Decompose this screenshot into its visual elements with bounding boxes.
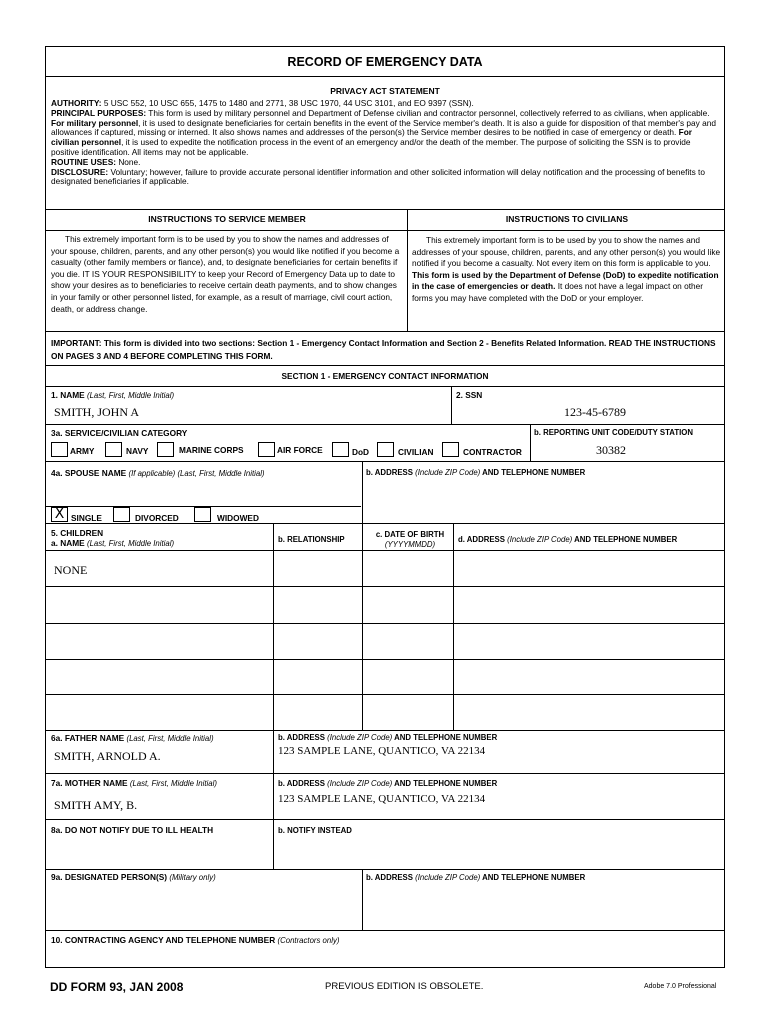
divider (46, 869, 724, 870)
marine-corps-checkbox[interactable] (157, 442, 174, 457)
children-dob-label-text: c. DATE OF BIRTH (375, 530, 445, 539)
name-label (51, 390, 174, 400)
children-label (51, 528, 174, 549)
member-instructions-heading: INSTRUCTIONS TO SERVICE MEMBER (148, 214, 306, 224)
father-label (51, 733, 214, 743)
contractor-label: CONTRACTOR (463, 447, 522, 457)
navy-checkbox[interactable] (105, 442, 122, 457)
spouse-address-label (366, 468, 585, 477)
mother-address-label-text: b. ADDRESS (278, 779, 325, 788)
mother-address-field[interactable]: 123 SAMPLE LANE, QUANTICO, VA 22134 (278, 793, 486, 805)
privacy-act-heading: PRIVACY ACT STATEMENT (330, 86, 440, 96)
army-checkbox[interactable] (51, 442, 68, 457)
reporting-unit-label: b. REPORTING UNIT CODE/DUTY STATION (534, 428, 693, 437)
ssn-field[interactable]: 123-45-6789 (564, 405, 626, 419)
name-field[interactable]: SMITH, JOHN A (54, 405, 140, 419)
children-dob-hint: (YYYYMMDD) (384, 539, 436, 549)
name-label-text: 1. NAME (51, 390, 85, 400)
civilian-instructions-text (412, 235, 721, 305)
divider (46, 386, 724, 387)
father-address-tail: AND TELEPHONE NUMBER (394, 733, 498, 742)
purposes-civilian-label: For civilian personnel (51, 127, 693, 148)
contracting-hint: (Contractors only) (277, 936, 340, 945)
single-checkbox[interactable]: X (51, 507, 68, 522)
father-hint: (Last, First, Middle Initial) (126, 734, 214, 743)
spouse-address-hint: (Include ZIP Code) (415, 468, 481, 477)
ssn-label: 2. SSN (456, 390, 483, 400)
authority-text: 5 USC 552, 10 USC 655, 1475 to 1480 and 2771, 38 USC 1970, 44 USC 3101, and EO 9397 (SSN). (103, 98, 474, 108)
divider (46, 209, 724, 210)
marine-corps-label: MARINE CORPS (179, 445, 244, 455)
divider (46, 230, 724, 231)
mother-name-field[interactable]: SMITH AMY, B. (54, 798, 138, 812)
children-label-text: 5. CHILDREN (51, 528, 104, 538)
civilian-instructions-heading: INSTRUCTIONS TO CIVILIANS (505, 214, 629, 224)
ill-health-label: 8a. DO NOT NOTIFY DUE TO ILL HEALTH (51, 825, 214, 835)
father-name-field[interactable]: SMITH, ARNOLD A. (54, 749, 161, 763)
divider (46, 730, 724, 731)
civilian-checkbox[interactable] (377, 442, 394, 457)
divider (46, 819, 724, 820)
purposes-military-text: , it is used to designate beneficiaries for certain benefits in the event of the Service member's death. It is also a guide for disposition of that member's pay and allowances if captured, missing or interned. It also shows names and addresses of the person(s) the Service member desires to be notified in case of emergency or death. (51, 117, 716, 138)
children-dob-label (366, 530, 454, 549)
divider (46, 550, 724, 551)
children-relationship-label: b. RELATIONSHIP (278, 535, 345, 544)
spouse-label-text: 4a. SPOUSE NAME (51, 468, 127, 478)
mother-label (51, 778, 217, 788)
disclosure-text: Voluntary; however, failure to provide accurate personal identifier information and other solicited information will delay notification and the processing of benefits to designated beneficiaries if applicable. (51, 166, 705, 187)
mother-address-label (278, 779, 497, 788)
children-hint: (Last, First, Middle Initial) (86, 539, 175, 548)
children-name-field[interactable]: NONE (54, 563, 88, 577)
single-label: SINGLE (71, 513, 102, 523)
designated-address-label (366, 873, 585, 882)
divider (273, 730, 274, 869)
divider (46, 659, 724, 660)
civilian-label: CIVILIAN (398, 447, 434, 457)
designated-label-text: 9a. DESIGNATED PERSON(S) (51, 872, 168, 882)
notify-instead-label: b. NOTIFY INSTEAD (278, 826, 352, 835)
civilian-instructions-part1: This extremely important form is to be used by you to show the names and addresses of your spouse, children, parents, and any other person(s) you would like notified if you become a casualty. Not every item on this form is applicable to you. (412, 235, 721, 269)
divider (46, 930, 724, 931)
divider (46, 424, 724, 425)
dod-label: DoD (352, 447, 370, 457)
divider (46, 76, 724, 77)
form-id: DD FORM 93, JAN 2008 (50, 980, 184, 994)
air-force-label: AIR FORCE (277, 445, 323, 455)
divider (46, 586, 724, 587)
children-name-label: a. NAME (51, 538, 85, 548)
children-address-label (458, 535, 677, 544)
divider (530, 424, 531, 461)
designated-address-tail: AND TELEPHONE NUMBER (482, 873, 586, 882)
disclosure-label: DISCLOSURE: (51, 166, 109, 177)
father-address-hint: (Include ZIP Code) (327, 733, 393, 742)
widowed-checkbox[interactable] (194, 507, 211, 522)
children-address-tail: AND TELEPHONE NUMBER (574, 535, 678, 544)
member-instructions-text: This extremely important form is to be used by you to show the names and addresses of your spouse, children, parents, and any other person(s) you would like notified if you become a casualty (other family members or fiance), and, to designate beneficiaries for certain benefits if you die. IT IS YOUR RESPONSIBILITY to keep your Record of Emergency Data up to date to show your desires as to beneficiaries to receive certain death payments, and to show changes in your family or other personnel listed, for example, as a result of marriage, civil court action, death, or address change. (51, 234, 400, 314)
spouse-label (51, 468, 265, 478)
form-title: RECORD OF EMERGENCY DATA (287, 55, 483, 69)
spouse-address-label-text: b. ADDRESS (366, 468, 413, 477)
purposes-civilian-text: , it is used to expedite the notification process in the event of an emergency and/or the death of the member. The purpose of soliciting the SSN is to provide positive identification. All items may not be applicable. (51, 137, 691, 157)
designated-hint: (Military only) (169, 873, 216, 882)
dod-checkbox[interactable] (332, 442, 349, 457)
divider (46, 523, 724, 524)
divider (46, 623, 724, 624)
section1-heading: SECTION 1 - EMERGENCY CONTACT INFORMATION (281, 371, 489, 381)
divider (46, 694, 724, 695)
father-label-text: 6a. FATHER NAME (51, 733, 125, 743)
purposes-text: This form is used by military personnel and Department of Defense civilian and contractor personnel, collectively referred to as civilians, when applicable. (148, 107, 710, 118)
emergency-data-form (45, 46, 725, 968)
category-label: 3a. SERVICE/CIVILIAN CATEGORY (51, 428, 188, 438)
widowed-label: WIDOWED (217, 513, 259, 523)
mother-address-hint: (Include ZIP Code) (327, 779, 393, 788)
routine-uses-text: None. (118, 156, 141, 167)
divider (362, 869, 363, 930)
army-label: ARMY (70, 446, 95, 456)
designated-address-label-text: b. ADDRESS (366, 873, 413, 882)
software-note: Adobe 7.0 Professional (644, 983, 717, 990)
mother-address-tail: AND TELEPHONE NUMBER (394, 779, 498, 788)
children-address-hint: (Include ZIP Code) (507, 535, 573, 544)
authority-label: AUTHORITY: (51, 98, 102, 108)
spouse-address-tail: AND TELEPHONE NUMBER (482, 468, 586, 477)
civilian-instructions-bold: This form is used by the Department of Defense (DoD) to expedite notification in the case of emergencies or death. (412, 269, 719, 292)
father-address-label (278, 733, 497, 742)
privacy-act-statement (51, 99, 719, 187)
contractor-checkbox[interactable] (442, 442, 459, 457)
mother-label-text: 7a. MOTHER NAME (51, 778, 128, 788)
designated-address-hint: (Include ZIP Code) (415, 873, 481, 882)
divider (46, 461, 724, 462)
routine-uses-label: ROUTINE USES: (51, 156, 116, 167)
name-hint: (Last, First, Middle Initial) (86, 391, 175, 400)
divider (46, 773, 724, 774)
reporting-unit-field[interactable]: 30382 (596, 443, 626, 457)
contracting-agency-label (51, 935, 339, 945)
air-force-checkbox[interactable] (258, 442, 275, 457)
designated-label (51, 872, 216, 882)
spouse-hint: (If applicable) (Last, First, Middle Initial) (128, 469, 265, 478)
father-address-field[interactable]: 123 SAMPLE LANE, QUANTICO, VA 22134 (278, 745, 486, 757)
civilian-instructions-part2: It does not have a legal impact on other forms you may have completed with the DoD or your employer. (412, 281, 704, 303)
father-address-label-text: b. ADDRESS (278, 733, 325, 742)
divider (407, 209, 408, 331)
children-address-label-text: d. ADDRESS (458, 535, 505, 544)
divider (453, 523, 454, 730)
divider (273, 523, 274, 730)
divider (362, 523, 363, 730)
purposes-military-label: For military personnel (51, 117, 139, 128)
divider (46, 365, 724, 366)
purposes-label: PRINCIPAL PURPOSES: (51, 107, 147, 118)
mother-hint: (Last, First, Middle Initial) (129, 779, 217, 788)
divorced-label: DIVORCED (135, 513, 179, 523)
divorced-checkbox[interactable] (113, 507, 130, 522)
navy-label: NAVY (126, 446, 149, 456)
divider (451, 386, 452, 424)
contracting-label-text: 10. CONTRACTING AGENCY AND TELEPHONE NUMBER (51, 935, 276, 945)
edition-notice: PREVIOUS EDITION IS OBSOLETE. (325, 981, 484, 992)
divider (46, 331, 724, 332)
divider (362, 461, 363, 523)
important-notice: IMPORTANT: This form is divided into two sections: Section 1 - Emergency Contact Information and Section 2 - Benefits Related Information. READ THE INSTRUCTIONS ON PAGES 3 AND 4 BEFORE COMPLETING THIS FORM. (51, 338, 716, 361)
